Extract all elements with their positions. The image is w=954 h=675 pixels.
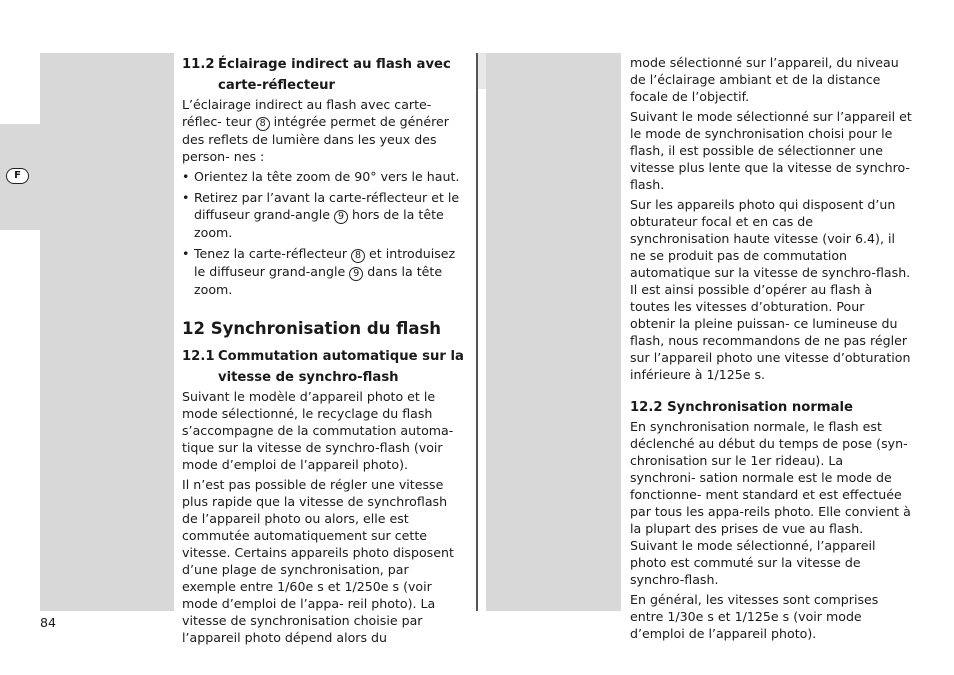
ref-9-icon: 9: [334, 210, 348, 224]
ref-8-icon: 8: [351, 249, 365, 263]
bullet-item: • Orientez la tête zoom de 90° vers le haut.: [182, 168, 466, 185]
section-11-2-heading: 11.2 Éclairage indirect au flash avec carte-réflecteur: [182, 57, 451, 93]
left-column: [182, 54, 466, 649]
ref-8-icon: 8: [256, 117, 270, 131]
paragraph: L’éclairage indirect au flash avec carte-réflec- teur 8 intégrée permet de générer des reflets de lumière dans les yeux des person- nes :: [182, 97, 449, 164]
paragraph: mode sélectionné sur l’appareil, du niveau de l’éclairage ambiant et de la distance focale de l’objectif.: [630, 55, 899, 104]
page-number: 84: [40, 615, 57, 630]
divider-accent: [478, 53, 486, 89]
paragraph: En général, les vitesses sont comprises entre 1/30e s et 1/125e s (voir mode d’emploi de l’appareil photo).: [630, 592, 879, 641]
bullet-item: • Retirez par l’avant la carte-réflecteur et le diffuseur grand-angle 9 hors de la tête zoom.: [182, 189, 466, 241]
right-margin-band: [486, 53, 621, 611]
paragraph: Sur les appareils photo qui disposent d’un obturateur focal et en cas de synchronisation haute vitesse (voir 6.4), il ne se produit pas de commutation automatique sur la vitesse de synchro-flash. Il est ainsi possible d’opérer au flash à toutes les vitesses d’obturation. Pour obtenir la pleine puissan- ce lumineuse du flash, nous recommandons de ne pas régler sur l’appareil photo une vitesse d’obturation inférieure à 1/125e s.: [630, 197, 911, 382]
paragraph: Suivant le mode sélectionné sur l’appareil et le mode de synchronisation choisi pour le flash, il est possible de sélectionner une vitesse plus lente que la vitesse de synchro-flash.: [630, 109, 912, 192]
right-column: [630, 54, 912, 645]
section-12-2-heading: 12.2 Synchronisation normale: [630, 400, 853, 415]
column-divider: [476, 53, 478, 611]
bullet-item: • Tenez la carte-réflecteur 8 et introduisez le diffuseur grand-angle 9 dans la tête zoom.: [182, 245, 466, 298]
section-12-1-heading: 12.1 Commutation automatique sur la vitesse de synchro-flash: [182, 349, 464, 385]
section-12-heading: 12 Synchronisation du flash: [182, 319, 442, 338]
language-badge: F: [6, 168, 29, 184]
left-margin-band: [40, 53, 174, 611]
ref-9-icon: 9: [349, 267, 363, 281]
paragraph: Suivant le modèle d’appareil photo et le mode sélectionné, le recyclage du flash s’accompagne de la commutation automa- tique sur la vitesse de synchro-flash (voir mode d’emploi de l’appareil photo).: [182, 389, 454, 472]
paragraph: En synchronisation normale, le flash est déclenché au début du temps de pose (syn- chronisation sur le 1er rideau). La synchroni- sation normale est le mode de fonctionne- ment standard et est effectuée par tous les appa-reils photo. Elle convient à la plupart des prises de vue au flash. Suivant le mode sélectionné, l’appareil photo est commuté sur la vitesse de synchro-flash.: [630, 419, 911, 587]
paragraph: Il n’est pas possible de régler une vitesse plus rapide que la vitesse de synchroflash de l’appareil photo ou alors, elle est commutée automatiquement sur cette vitesse. Certains appareils photo disposent d’une plage de synchronisation, par exemple entre 1/60e s et 1/250e s (voir mode d’emploi de l’appa- reil photo). La vitesse de synchronisation choisie par l’appareil photo dépend alors du: [182, 477, 454, 645]
